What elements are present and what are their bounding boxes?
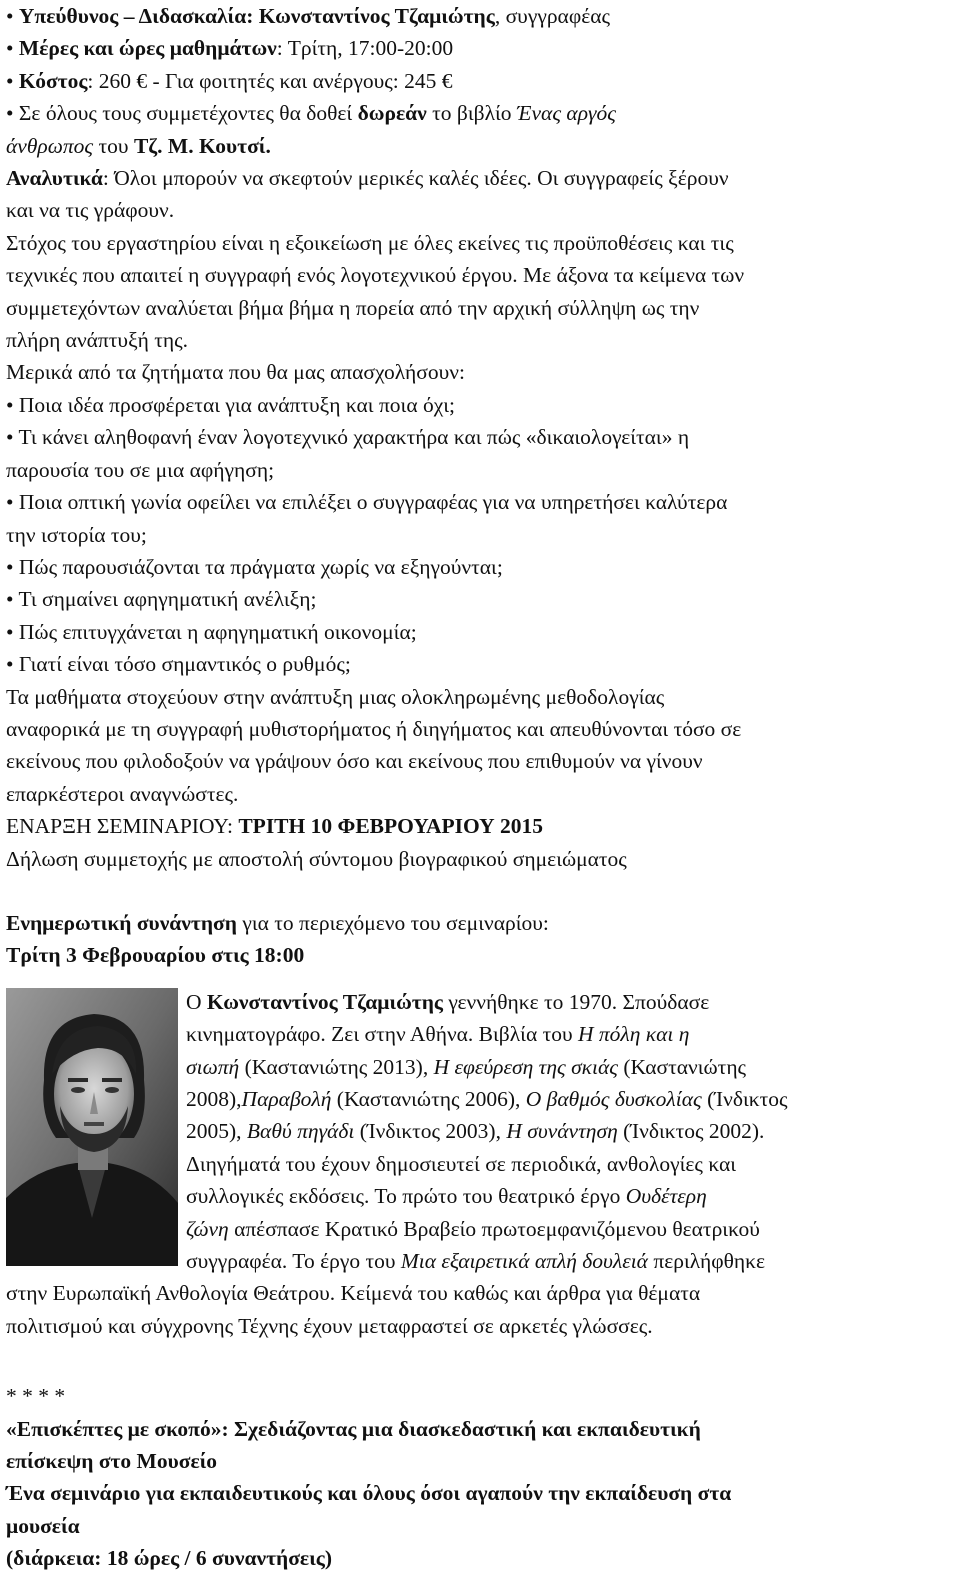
bio-text: 2005),	[186, 1119, 247, 1144]
author-photo	[6, 988, 178, 1266]
bio-text: πολιτισμού και σύγχρονης Τέχνης έχουν μεταφραστεί σε αρκετές γλώσσες.	[6, 1313, 653, 1338]
bio-work-title: Βαθύ πηγάδι	[246, 1119, 355, 1144]
bio-section	[6, 986, 952, 1342]
bio-text: 2008),	[186, 1087, 242, 1111]
bullet-schedule: • Μέρες και ώρες μαθημάτων: Τρίτη, 17:00-20:00	[6, 36, 454, 61]
bio-text: (Ίνδικτος 2002).	[617, 1119, 765, 1144]
intro-section	[6, 0, 952, 227]
aim-line: επαρκέστεροι αναγνώστες.	[6, 781, 239, 806]
bio-text: Ο	[186, 989, 207, 1014]
aim-line: αναφορικά με τη συγγραφή μυθιστορήματος ή διηγήματος και απευθύνονται τόσο σε	[6, 716, 742, 741]
info-meeting-when: Τρίτη 3 Φεβρουαρίου στις 18:00	[6, 943, 305, 968]
portrait-image	[6, 988, 178, 1266]
spacer	[6, 875, 952, 907]
bio-text: συλλογικές εκδόσεις. Το πρώτο του θεατρικό έργο	[186, 1184, 626, 1209]
next-seminar-title: «Επισκέπτες με σκοπό»: Σχεδιάζοντας μια διασκεδαστική και εκπαιδευτική	[6, 1416, 701, 1441]
seminar-start: ΕΝΑΡΞΗ ΣΕΜΙΝΑΡΙΟΥ: ΤΡΙΤΗ 10 ΦΕΒΡΟΥΑΡΙΟΥ 2015	[6, 814, 544, 839]
analytic-line-1: Αναλυτικά: Όλοι μπορούν να σκεφτούν μερικές καλές ιδέες. Οι συγγραφείς ξέρουν	[6, 166, 729, 191]
bio-text: (Καστανιώτης 2006),	[331, 1087, 526, 1111]
bio-text: απέσπασε Κρατικό Βραβείο πρωτοεμφανιζόμενου θεατρικού	[228, 1216, 760, 1241]
issue-item: • Ποια ιδέα προσφέρεται για ανάπτυξη και ποια όχι;	[6, 392, 456, 417]
bio-name: Κωνσταντίνος Τζαμιώτης	[206, 989, 443, 1014]
issue-item: • Τι σημαίνει αφηγηματική ανέλιξη;	[6, 587, 317, 612]
goal-line: Στόχος του εργαστηρίου είναι η εξοικείωση με όλες εκείνες τις προϋποθέσεις και τις	[6, 230, 734, 255]
aim-paragraph	[6, 681, 952, 811]
bio-work-title: Η εφεύρεση της σκιάς	[433, 1054, 618, 1079]
goal-line: τεχνικές που απαιτεί η συγγραφή ενός λογοτεχνικού έργου. Με άξονα τα κείμενα των	[6, 263, 745, 288]
next-seminar-subtitle: Ένα σεμινάριο για εκπαιδευτικούς και όλους όσοι αγαπούν την εκπαίδευση στα	[6, 1481, 732, 1506]
issue-item: • Γιατί είναι τόσο σημαντικός ο ρυθμός;	[6, 652, 351, 677]
bio-work-title: Παραβολή	[241, 1087, 332, 1111]
bio-text: γεννήθηκε το 1970. Σπούδασε	[443, 989, 710, 1014]
spacer	[6, 1342, 952, 1380]
bio-text: (Ίνδικτος 2003),	[354, 1119, 507, 1144]
bullet-cost: • Κόστος: 260 € - Για φοιτητές και ανέργους: 245 €	[6, 68, 453, 93]
next-seminar	[6, 1413, 952, 1575]
bio-text: (Καστανιώτης 2013),	[239, 1054, 434, 1079]
application-note: Δήλωση συμμετοχής με αποστολή σύντομου βιογραφικού σημειώματος	[6, 846, 627, 871]
next-seminar-title: επίσκεψη στο Μουσείο	[6, 1449, 218, 1474]
issue-item: • Πώς παρουσιάζονται τα πράγματα χωρίς να εξηγούνται;	[6, 554, 503, 579]
goal-line: συμμετεχόντων αναλύεται βήμα βήμα η πορεία από την αρχική σύλληψη ως την	[6, 295, 700, 320]
aim-line: Τα μαθήματα στοχεύουν στην ανάπτυξη μιας ολοκληρωμένης μεθοδολογίας	[6, 684, 665, 709]
analytic-line-2: και να τις γράφουν.	[6, 198, 175, 223]
bio-text: (Καστανιώτης	[618, 1054, 747, 1079]
goal-line: πλήρη ανάπτυξή της.	[6, 328, 189, 353]
bullet-instructor: • Υπεύθυνος – Διδασκαλία: Κωνσταντίνος Τζαμιώτης, συγγραφέας	[6, 4, 611, 28]
issue-item: • Τι κάνει αληθοφανή έναν λογοτεχνικό χαρακτήρα και πώς «δικαιολογείται» η	[6, 425, 690, 450]
bio-work-title: ζώνη	[186, 1216, 229, 1241]
bio-work-title: Ο βαθμός δυσκολίας	[525, 1087, 702, 1111]
goal-paragraph	[6, 227, 952, 357]
bio-text: κινηματογράφο. Ζει στην Αθήνα. Βιβλία του	[186, 1022, 578, 1047]
separator: * * * *	[6, 1384, 66, 1409]
issue-item: • Ποια οπτική γωνία οφείλει να επιλέξει ο συγγραφέας για να υπηρετήσει καλύτερα	[6, 490, 728, 515]
issue-item: παρουσία του σε μια αφήγηση;	[6, 457, 275, 482]
bullet-free-book: • Σε όλους τους συμμετέχοντες θα δοθεί δωρεάν το βιβλίο Ένας αργός	[6, 101, 616, 126]
issues-heading: Μερικά από τα ζητήματα που θα μας απασχολήσουν:	[6, 360, 465, 385]
spacer	[6, 972, 952, 986]
bio-work-title: σιωπή	[186, 1054, 240, 1079]
info-meeting: Ενημερωτική συνάντηση για το περιεχόμενο του σεμιναρίου:	[6, 910, 549, 935]
bio-text: (Ίνδικτος	[701, 1087, 788, 1111]
bio-work-title: Ουδέτερη	[625, 1184, 707, 1209]
issue-item: • Πώς επιτυγχάνεται η αφηγηματική οικονομία;	[6, 619, 417, 644]
bio-line	[6, 1310, 952, 1342]
next-seminar-duration: (διάρκεια: 18 ώρες / 6 συναντήσεις)	[6, 1546, 332, 1571]
bio-text: περιλήφθηκε	[647, 1249, 766, 1274]
bio-work-title: Μια εξαιρετικά απλή δουλειά	[400, 1249, 648, 1274]
issues-section	[6, 356, 952, 680]
bio-text: συγγραφέα. Το έργο του	[186, 1249, 401, 1274]
issue-item: την ιστορία του;	[6, 522, 147, 547]
bio-line	[6, 1277, 952, 1309]
bullet-free-book-cont: άνθρωπος του Τζ. Μ. Κουτσί.	[6, 133, 271, 158]
aim-line: εκείνους που φιλοδοξούν να γράψουν όσο και εκείνους που επιθυμούν να γίνουν	[6, 749, 703, 774]
bio-work-title: Η πόλη και η	[578, 1022, 690, 1047]
bio-text: στην Ευρωπαϊκή Ανθολογία Θεάτρου. Κείμενά του καθώς και άρθρα για θέματα	[6, 1281, 701, 1306]
bio-text: Διηγήματά του έχουν δημοσιευτεί σε περιοδικά, ανθολογίες και	[186, 1151, 737, 1176]
bio-work-title: Η συνάντηση	[506, 1119, 618, 1144]
next-seminar-subtitle: μουσεία	[6, 1513, 80, 1538]
